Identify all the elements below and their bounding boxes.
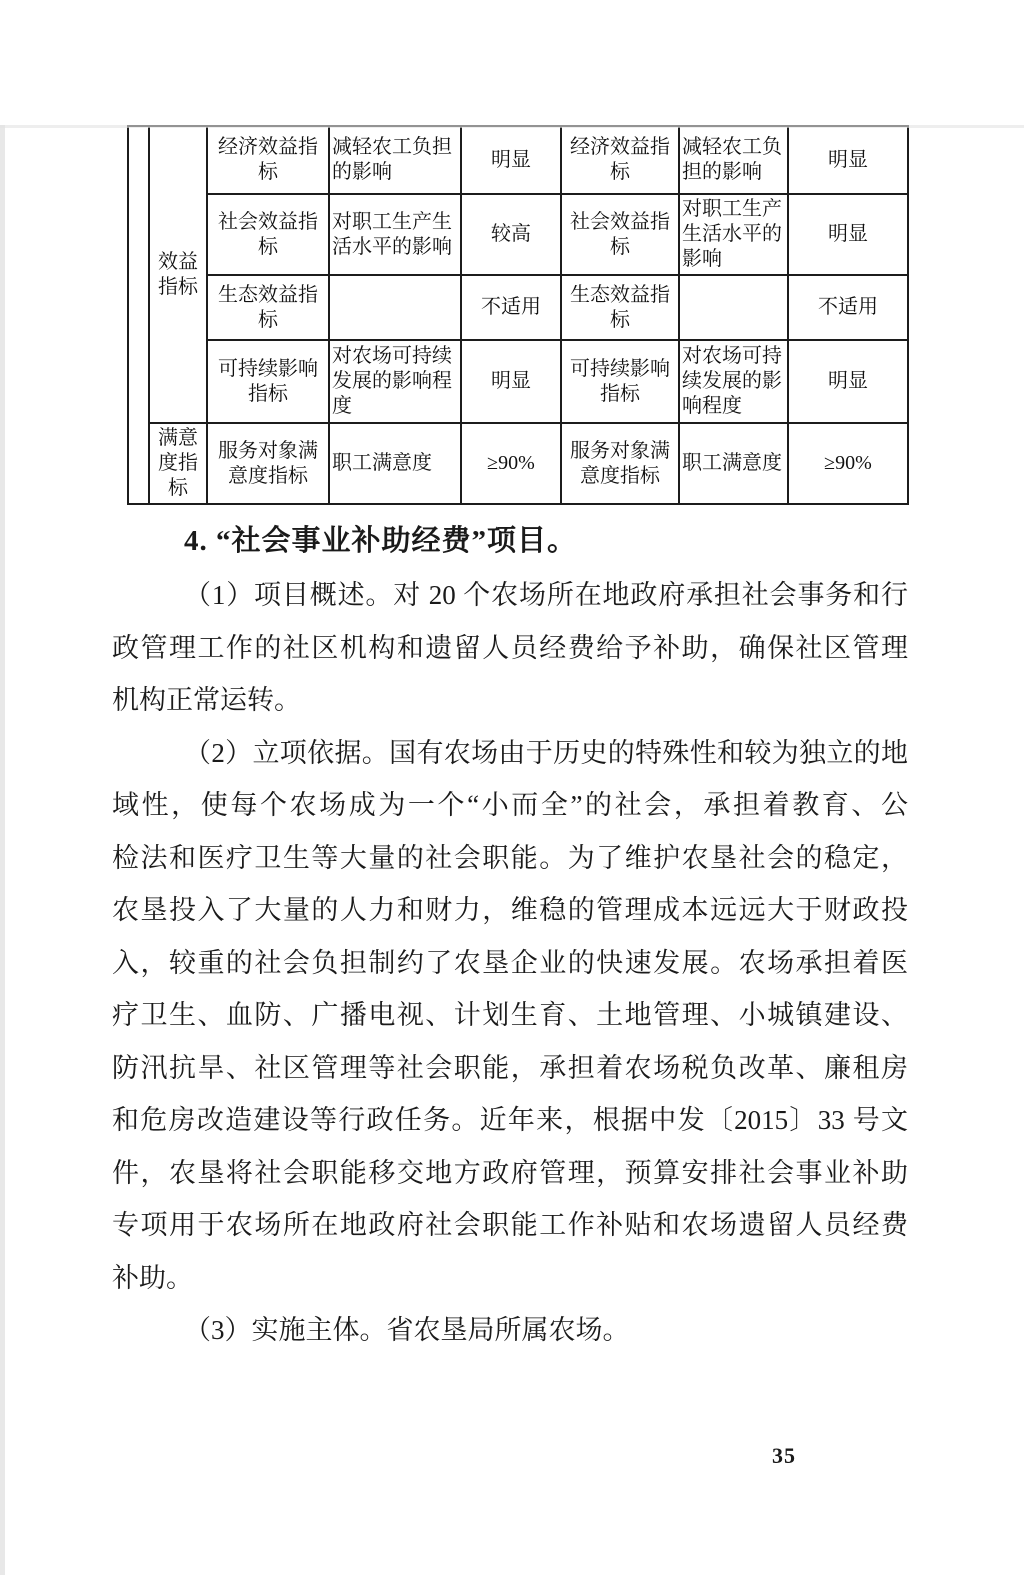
cell-indicator-right: 可持续影响指标: [561, 340, 679, 423]
body-text: [112, 569, 908, 1357]
cell-indicator-right: 服务对象满意度指标: [561, 423, 679, 504]
cell-spacer: [128, 126, 149, 504]
table-row: [128, 194, 908, 275]
cell-rating-right: 不适用: [788, 275, 908, 340]
table-row: [128, 275, 908, 340]
cell-group-benefit: 效益指标: [149, 126, 207, 423]
cell-criteria-left: 职工满意度: [329, 423, 461, 504]
cell-indicator-left: 服务对象满意度指标: [207, 423, 329, 504]
cell-rating-right: 明显: [788, 126, 908, 194]
evaluation-indicator-table: [127, 125, 909, 505]
cell-rating-right: 明显: [788, 194, 908, 275]
text-line: 域性，使每个农场成为一个“小而全”的社会，承担着教育、公: [112, 790, 908, 820]
cell-indicator-right: 经济效益指标: [561, 126, 679, 194]
cell-rating-left: 明显: [461, 126, 561, 194]
cell-indicator-right: 生态效益指标: [561, 275, 679, 340]
text-line: 防汛抗旱、社区管理等社会职能，承担着农场税负改革、廉租房: [112, 1052, 908, 1083]
cell-rating-left: 不适用: [461, 275, 561, 340]
cell-indicator-left: 经济效益指标: [207, 126, 329, 194]
text-line: 补助。: [112, 1262, 193, 1293]
text-line: 检法和医疗卫生等大量的社会职能。为了维护农垦社会的稳定，: [112, 842, 908, 873]
cell-criteria-right: 职工满意度: [679, 423, 788, 504]
text-line: 和危房改造建设等行政任务。近年来，根据中发〔2015〕33 号文: [112, 1105, 908, 1135]
text-line: （2）立项依据。国有农场由于历史的特殊性和较为独立的地: [184, 737, 908, 768]
cell-indicator-left: 可持续影响指标: [207, 340, 329, 423]
cell-rating-left: 明显: [461, 340, 561, 423]
cell-criteria-left: 对农场可持续发展的影响程度: [329, 340, 461, 423]
cell-rating-left: ≥90%: [461, 423, 561, 504]
text-line: （3）实施主体。省农垦局所属农场。: [184, 1315, 630, 1345]
cell-criteria-right: 减轻农工负担的影响: [679, 126, 788, 194]
cell-indicator-right: 社会效益指标: [561, 194, 679, 275]
page-number: 35: [772, 1443, 796, 1468]
table-row: [128, 340, 908, 423]
text-line: （1）项目概述。对 20 个农场所在地政府承担社会事务和行: [184, 580, 908, 610]
text-line: 入，较重的社会负担制约了农垦企业的快速发展。农场承担着医: [112, 947, 908, 978]
text-line: 件，农垦将社会职能移交地方政府管理，预算安排社会事业补助: [112, 1157, 908, 1188]
cell-criteria-left: 减轻农工负担的影响: [329, 126, 461, 194]
text-line: 疗卫生、血防、广播电视、计划生育、土地管理、小城镇建设、: [112, 1000, 908, 1030]
text-line: 农垦投入了大量的人力和财力，维稳的管理成本远远大于财政投: [112, 895, 908, 925]
cell-rating-right: ≥90%: [788, 423, 908, 504]
scan-edge-top: [0, 125, 1024, 128]
text-line: 机构正常运转。: [112, 685, 301, 715]
scan-edge-left: [0, 125, 5, 1575]
cell-rating-right: 明显: [788, 340, 908, 423]
cell-rating-left: 较高: [461, 194, 561, 275]
text-line: 专项用于农场所在地政府社会职能工作补贴和农场遗留人员经费: [112, 1210, 908, 1240]
cell-criteria-right: [679, 275, 788, 340]
cell-criteria-right: 对农场可持续发展的影响程度: [679, 340, 788, 423]
cell-indicator-left: 社会效益指标: [207, 194, 329, 275]
cell-group-satisfaction: 满意度指标: [149, 423, 207, 504]
cell-indicator-left: 生态效益指标: [207, 275, 329, 340]
table-row: [128, 126, 908, 194]
cell-criteria-right: 对职工生产生活水平的影响: [679, 194, 788, 275]
cell-criteria-left: 对职工生产生活水平的影响: [329, 194, 461, 275]
table-row: [128, 423, 908, 504]
cell-criteria-left: [329, 275, 461, 340]
text-line: 政管理工作的社区机构和遗留人员经费给予补助，确保社区管理: [112, 632, 908, 663]
section-heading: 4. “社会事业补助经费”项目。: [184, 525, 578, 557]
